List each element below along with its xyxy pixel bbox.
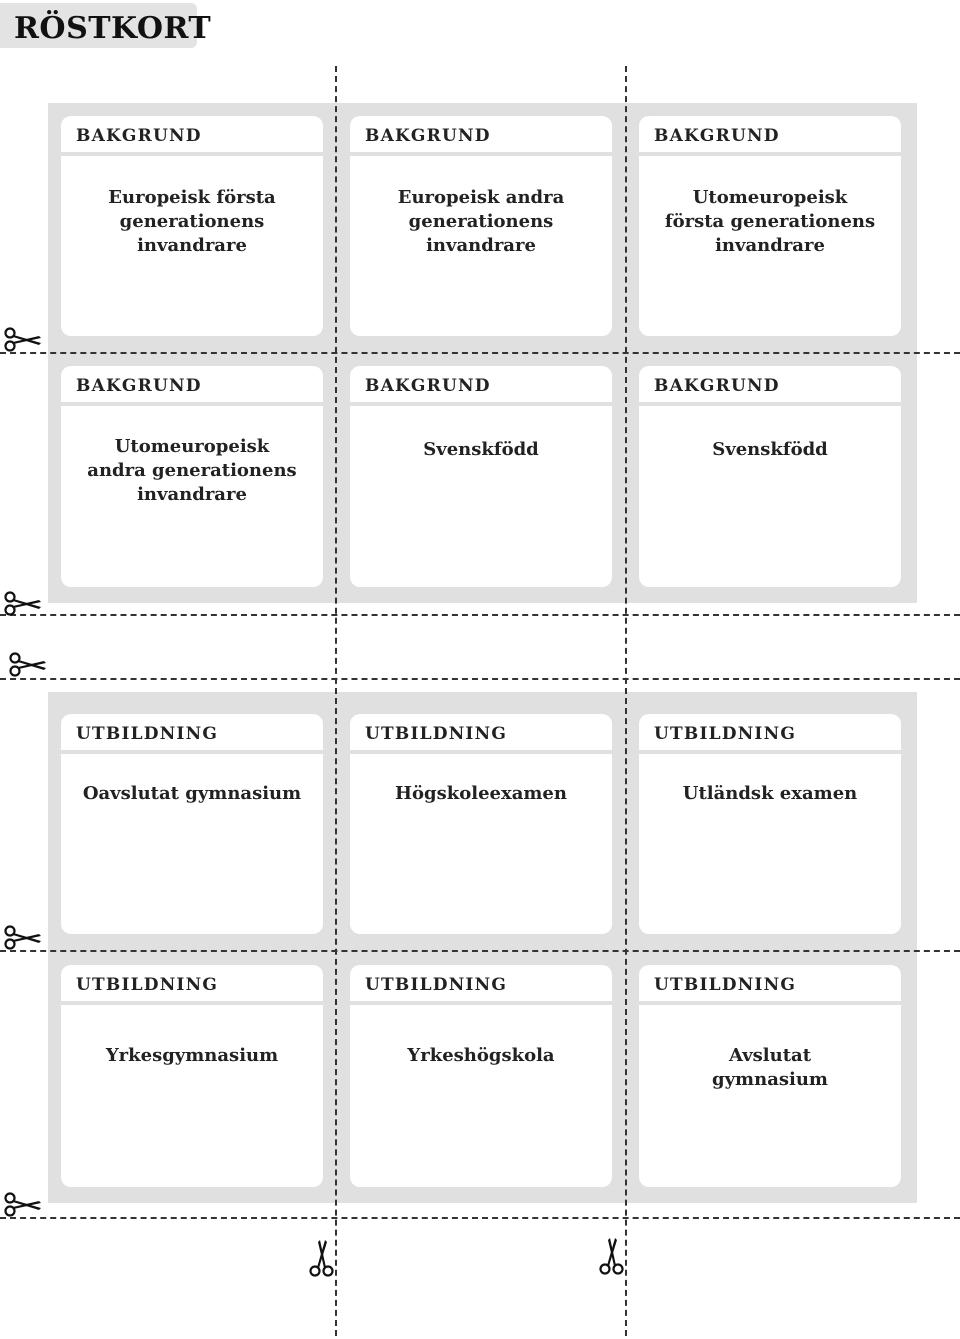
- card-value: Yrkeshögskola: [407, 1045, 555, 1066]
- vote-card: [61, 116, 323, 336]
- horizontal-cut-line: [0, 352, 960, 354]
- card-value: Utomeuropeisk andra generationens invandrare: [87, 436, 297, 505]
- vote-card: [61, 714, 323, 934]
- card-divider: [639, 750, 901, 754]
- horizontal-cut-line: [0, 1217, 960, 1219]
- card-value: Avslutat gymnasium: [712, 1045, 828, 1090]
- vertical-cut-line: [625, 66, 627, 1336]
- card-divider: [350, 402, 612, 406]
- scissors-icon: [8, 649, 48, 679]
- card-category-label: UTBILDNING: [365, 724, 508, 744]
- scissors-icon: [3, 588, 43, 618]
- title-tab: [0, 3, 212, 48]
- card-divider: [639, 1001, 901, 1005]
- scissors-icon: [3, 324, 43, 354]
- card-category-label: BAKGRUND: [654, 126, 780, 146]
- card-category-label: BAKGRUND: [365, 376, 491, 396]
- card-category-label: UTBILDNING: [654, 724, 797, 744]
- vote-card: [639, 714, 901, 934]
- card-category-label: UTBILDNING: [76, 724, 219, 744]
- card-divider: [350, 750, 612, 754]
- card-category-label: BAKGRUND: [76, 126, 202, 146]
- vote-card: [350, 714, 612, 934]
- card-value: Högskoleexamen: [395, 783, 567, 804]
- vote-card: [61, 366, 323, 587]
- vote-card: [350, 366, 612, 587]
- card-divider: [639, 152, 901, 156]
- scissors-icon: [597, 1236, 627, 1276]
- scissors-icon: [3, 922, 43, 952]
- horizontal-cut-line: [0, 614, 960, 616]
- vote-card: [61, 965, 323, 1187]
- card-category-label: BAKGRUND: [76, 376, 202, 396]
- card-value: Svenskfödd: [712, 439, 828, 460]
- vote-card: [639, 965, 901, 1187]
- horizontal-cut-line: [0, 678, 960, 680]
- vote-card: [639, 116, 901, 336]
- card-divider: [639, 402, 901, 406]
- page-title: RÖSTKORT: [14, 11, 212, 46]
- card-divider: [61, 750, 323, 754]
- card-divider: [61, 152, 323, 156]
- card-value: Yrkesgymnasium: [105, 1045, 279, 1066]
- card-divider: [61, 1001, 323, 1005]
- scissors-icon: [3, 1189, 43, 1219]
- card-divider: [61, 402, 323, 406]
- card-divider: [350, 1001, 612, 1005]
- vertical-cut-line: [335, 66, 337, 1336]
- horizontal-cut-line: [0, 950, 960, 952]
- card-category-label: UTBILDNING: [654, 975, 797, 995]
- card-category-label: BAKGRUND: [654, 376, 780, 396]
- scissors-icon: [307, 1238, 337, 1278]
- vote-card: [350, 116, 612, 336]
- card-divider: [350, 152, 612, 156]
- card-category-label: UTBILDNING: [365, 975, 508, 995]
- card-category-label: UTBILDNING: [76, 975, 219, 995]
- card-value: Europeisk andra generationens invandrare: [397, 187, 565, 256]
- vote-card: [639, 366, 901, 587]
- card-value: Europeisk första generationens invandrare: [108, 187, 276, 256]
- card-value: Oavslutat gymnasium: [82, 783, 302, 804]
- card-category-label: BAKGRUND: [365, 126, 491, 146]
- card-value: Utomeuropeisk första generationens invandrare: [664, 187, 876, 256]
- card-value: Svenskfödd: [423, 439, 539, 460]
- vote-card: [350, 965, 612, 1187]
- card-value: Utländsk examen: [682, 783, 858, 804]
